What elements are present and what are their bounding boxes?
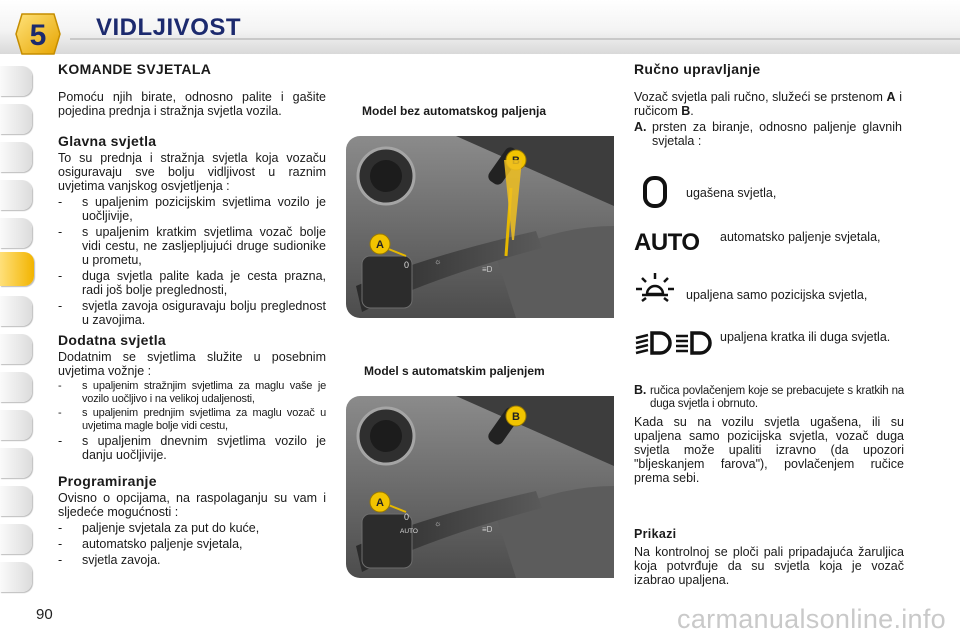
side-tab-7[interactable] [0,296,32,326]
right-column [634,62,902,148]
svg-text:≡D: ≡D [482,525,493,534]
lights-off-icon [642,176,668,208]
extra-lights-text: Dodatnim se svjetlima služite u posebnim uvjetima vožnje : [58,350,326,378]
list-item: - s upaljenim prednjim svjetlima za maglu vozač u uvjetima magle bolje vidi cestu, [58,407,326,432]
manual-heading: Ručno upravljanje [634,61,761,77]
section-title: KOMANDE SVJETALA [58,61,212,77]
symbol-label: upaljena samo pozicijska svjetla, [686,288,868,302]
auto-icon [634,228,710,254]
list-item: - automatsko paljenje svjetala, [58,537,243,551]
svg-text:☼: ☼ [434,519,442,528]
side-tab-1[interactable] [0,66,32,96]
side-tab-14[interactable] [0,562,32,592]
dipped-main-beam-icon [634,330,714,356]
list-item: - s upaljenim dnevnim svjetlima vozilo je danju uočljivije. [58,434,326,462]
label-a: A [376,497,384,509]
caption-top: Model bez automatskog paljenja [362,104,547,118]
symbol-label: automatsko paljenje svjetala, [720,230,881,244]
svg-text:☼: ☼ [434,257,442,266]
programming-heading: Programiranje [58,473,157,489]
list-item: - duga svjetla palite kada je cesta prazna, radi još bolje preglednosti, [58,269,326,297]
list-item: - s upaljenim pozicijskim svjetlima vozilo je uočljivije, [58,195,326,223]
label-b: B [512,411,520,423]
caption-bottom: Model s automatskim paljenjem [364,364,545,378]
auto-ring-text: AUTO [400,528,418,535]
chapter-badge [14,10,62,58]
side-tab-9[interactable] [0,372,32,402]
side-tab-8[interactable] [0,334,32,364]
symbol-label: ugašena svjetla, [686,186,777,200]
chapter-number: 5 [29,19,47,52]
side-tab-2[interactable] [0,104,32,134]
side-tab-5[interactable] [0,218,32,248]
list-item: - svjetla zavoja osiguravaju bolju preglednost u zavojima. [58,299,326,327]
main-lights-text: To su prednja i stražnja svjetla koja vozaču osiguravaju sve bolju vidljivost u raznim uvjetima vanjskog osvjetljenja : [58,151,326,193]
svg-text:AUTO: AUTO [634,229,700,254]
page-title: VIDLJIVOST [96,14,242,41]
symbol-label: upaljena kratka ili duga svjetla. [720,330,891,344]
side-tab-active[interactable] [0,252,34,286]
svg-text:≡D: ≡D [482,265,493,274]
stalk-photo-manual [346,136,614,318]
list-item: - svjetla zavoja. [58,553,161,567]
manual-intro: Vozač svjetla pali ručno, služeći se prstenom A i ručicom B. [634,90,902,118]
intro-text: Pomoću njih birate, odnosno palite i gašite pojedina prednja i stražnja svjetla vozila. [58,90,326,118]
main-lights-heading: Glavna svjetla [58,133,157,149]
side-tab-3[interactable] [0,142,32,172]
left-column [58,62,326,567]
side-tab-11[interactable] [0,448,32,478]
note-heading: Prikazi [634,527,677,541]
watermark: carmanualsonline.info [677,604,946,634]
programming-text: Ovisno o opcijama, na raspolaganju su vam i sljedeće mogućnosti : [58,491,326,519]
flash-paragraph: Kada su na vozilu svjetla ugašena, ili su upaljena samo pozicijska svjetla, vozač duga svjetla može upaliti izravno (da upozori "bljeskanjem farova"), povlačenjem ručice prema sebi. [634,415,904,485]
position-lights-icon [634,270,676,312]
item-a: A. prsten za biranje, odnosno paljenje glavnih svjetala : [634,120,902,148]
callout-pointer [498,160,528,240]
note-text: Na kontrolnoj se ploči pali pripadajuća žaruljica koja potvrđuje da su svjetla koja je vozač izabrao upaljena. [634,545,904,587]
svg-text:0: 0 [404,512,410,522]
label-a: A [376,239,384,251]
list-item: - s upaljenim stražnjim svjetlima za maglu vaše je vozilo uočljivo i na velikoj udaljenosti, [58,380,326,405]
side-tab-4[interactable] [0,180,32,210]
stalk-photo-auto [346,396,614,578]
svg-text:0: 0 [404,260,410,270]
side-tab-13[interactable] [0,524,32,554]
extra-lights-heading: Dodatna svjetla [58,332,166,348]
side-tab-12[interactable] [0,486,32,516]
side-tab-10[interactable] [0,410,32,440]
right-column-lower [634,382,904,587]
page-number: 90 [36,606,53,623]
list-item: - s upaljenim kratkim svjetlima vozač bolje vidi cestu, ne zasljepljujući druge sudionike u prometu, [58,225,326,267]
list-item: - paljenje svjetala za put do kuće, [58,521,260,535]
item-b: B. ručica povlačenjem koje se prebacujete s kratkih na duga svjetla i obrnuto. [634,383,904,410]
